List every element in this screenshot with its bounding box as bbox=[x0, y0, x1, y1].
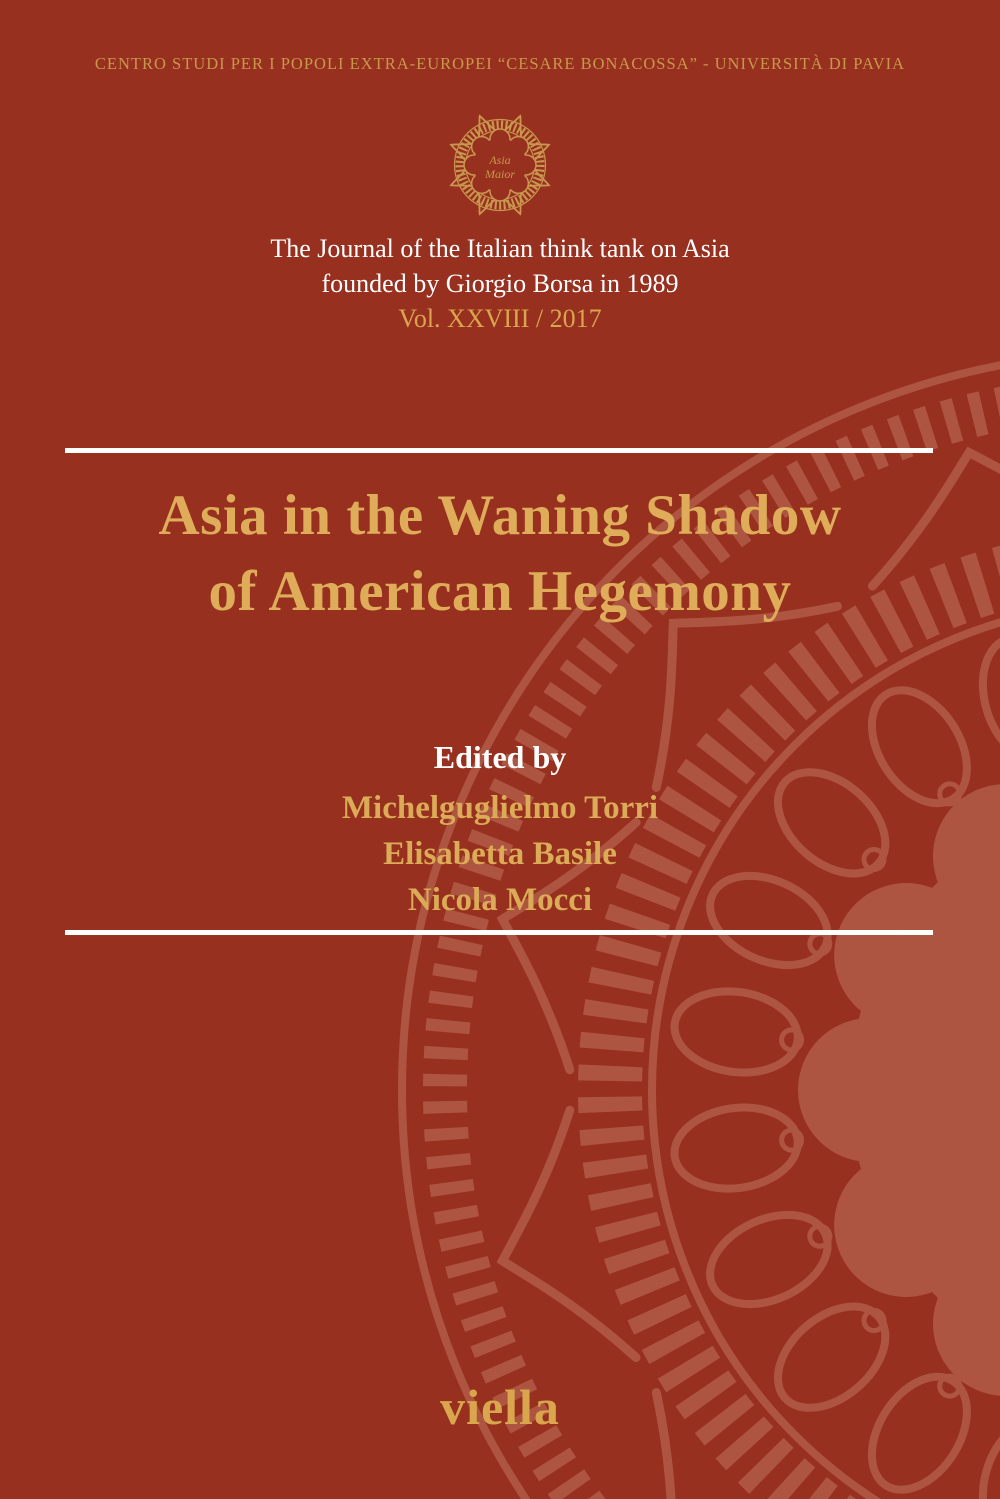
book-title-line2: of American Hegemony bbox=[208, 560, 792, 623]
divider-rule-bottom bbox=[65, 930, 933, 935]
book-title bbox=[0, 478, 1000, 630]
asia-maior-logo-icon bbox=[441, 106, 559, 224]
book-title-line1: Asia in the Waning Shadow bbox=[158, 484, 842, 547]
viella-publisher-logo: viella bbox=[440, 1379, 560, 1435]
edited-by-label: Edited by bbox=[433, 739, 567, 775]
journal-volume: Vol. XXVIII / 2017 bbox=[398, 304, 602, 333]
journal-line2: founded by Giorgio Borsa in 1989 bbox=[321, 269, 679, 298]
institution-header: CENTRO STUDI PER I POPOLI EXTRA-EUROPEI “CESARE BONACOSSA” - UNIVERSITÀ DI PAVIA bbox=[94, 54, 906, 73]
divider-rule-top bbox=[65, 448, 933, 453]
editors-list bbox=[0, 785, 1000, 923]
logo-text-line1: Asia bbox=[489, 153, 511, 167]
journal-description bbox=[0, 231, 1000, 336]
journal-line1: The Journal of the Italian think tank on Asia bbox=[270, 234, 730, 263]
logo-text-line2: Maior bbox=[485, 167, 515, 181]
editor-name: Nicola Mocci bbox=[407, 882, 593, 918]
editor-name: Elisabetta Basile bbox=[383, 836, 617, 872]
editor-name: Michelguglielmo Torri bbox=[341, 790, 659, 826]
